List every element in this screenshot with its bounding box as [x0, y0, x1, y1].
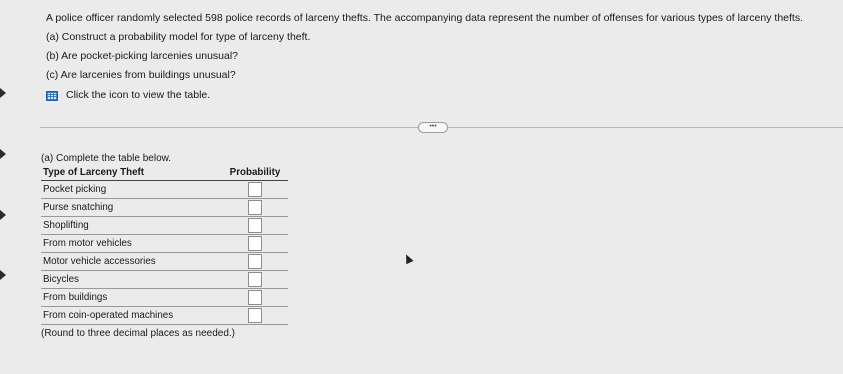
table-row	[41, 235, 288, 253]
probability-input[interactable]	[248, 290, 262, 305]
probability-input[interactable]	[248, 182, 262, 197]
table-row	[41, 181, 288, 199]
row-label: Bicycles	[41, 271, 222, 289]
part-c-prompt: (c) Are larcenies from buildings unusual?	[46, 69, 236, 81]
part-b-prompt: (b) Are pocket-picking larcenies unusual?	[46, 50, 239, 62]
column-header-probability: Probability	[222, 166, 288, 181]
row-label: From motor vehicles	[41, 235, 222, 253]
probability-input[interactable]	[248, 236, 262, 251]
part-a-prompt: (a) Construct a probability model for type of larceny theft.	[46, 31, 311, 43]
table-row	[41, 307, 288, 325]
table-row	[41, 289, 288, 307]
question-marker-icon	[0, 210, 7, 221]
rounding-note: (Round to three decimal places as needed.)	[41, 328, 236, 339]
view-table-link[interactable]	[46, 89, 836, 102]
probability-input[interactable]	[248, 218, 262, 233]
row-label: Purse snatching	[41, 199, 222, 217]
question-marker-icon	[0, 88, 7, 99]
probability-input[interactable]	[248, 308, 262, 323]
view-table-text: Click the icon to view the table.	[66, 89, 211, 101]
row-label: From coin-operated machines	[41, 307, 222, 325]
question-marker-icon	[0, 270, 7, 281]
table-header-row	[41, 166, 288, 181]
row-label: Shoplifting	[41, 217, 222, 235]
question-marker-icon	[0, 149, 7, 160]
row-label: Pocket picking	[41, 181, 222, 199]
table-row	[41, 271, 288, 289]
table-grid-icon[interactable]	[46, 91, 58, 101]
problem-intro: A police officer randomly selected 598 police records of larceny thefts. The accompanying data represent the number of offenses for various types of larceny thefts.	[46, 12, 803, 24]
probability-input[interactable]	[248, 254, 262, 269]
part-a-heading: (a) Complete the table below.	[41, 153, 172, 164]
probability-input[interactable]	[248, 272, 262, 287]
column-header-type: Type of Larceny Theft	[41, 166, 222, 181]
problem-statement	[46, 12, 836, 102]
mouse-pointer-icon	[402, 253, 413, 265]
probability-table	[41, 166, 288, 325]
table-row	[41, 253, 288, 271]
table-row	[41, 217, 288, 235]
row-label: From buildings	[41, 289, 222, 307]
probability-input[interactable]	[248, 200, 262, 215]
row-label: Motor vehicle accessories	[41, 253, 222, 271]
table-row	[41, 199, 288, 217]
part-a-section	[41, 153, 301, 339]
expand-more-button[interactable]: •••	[418, 122, 448, 133]
